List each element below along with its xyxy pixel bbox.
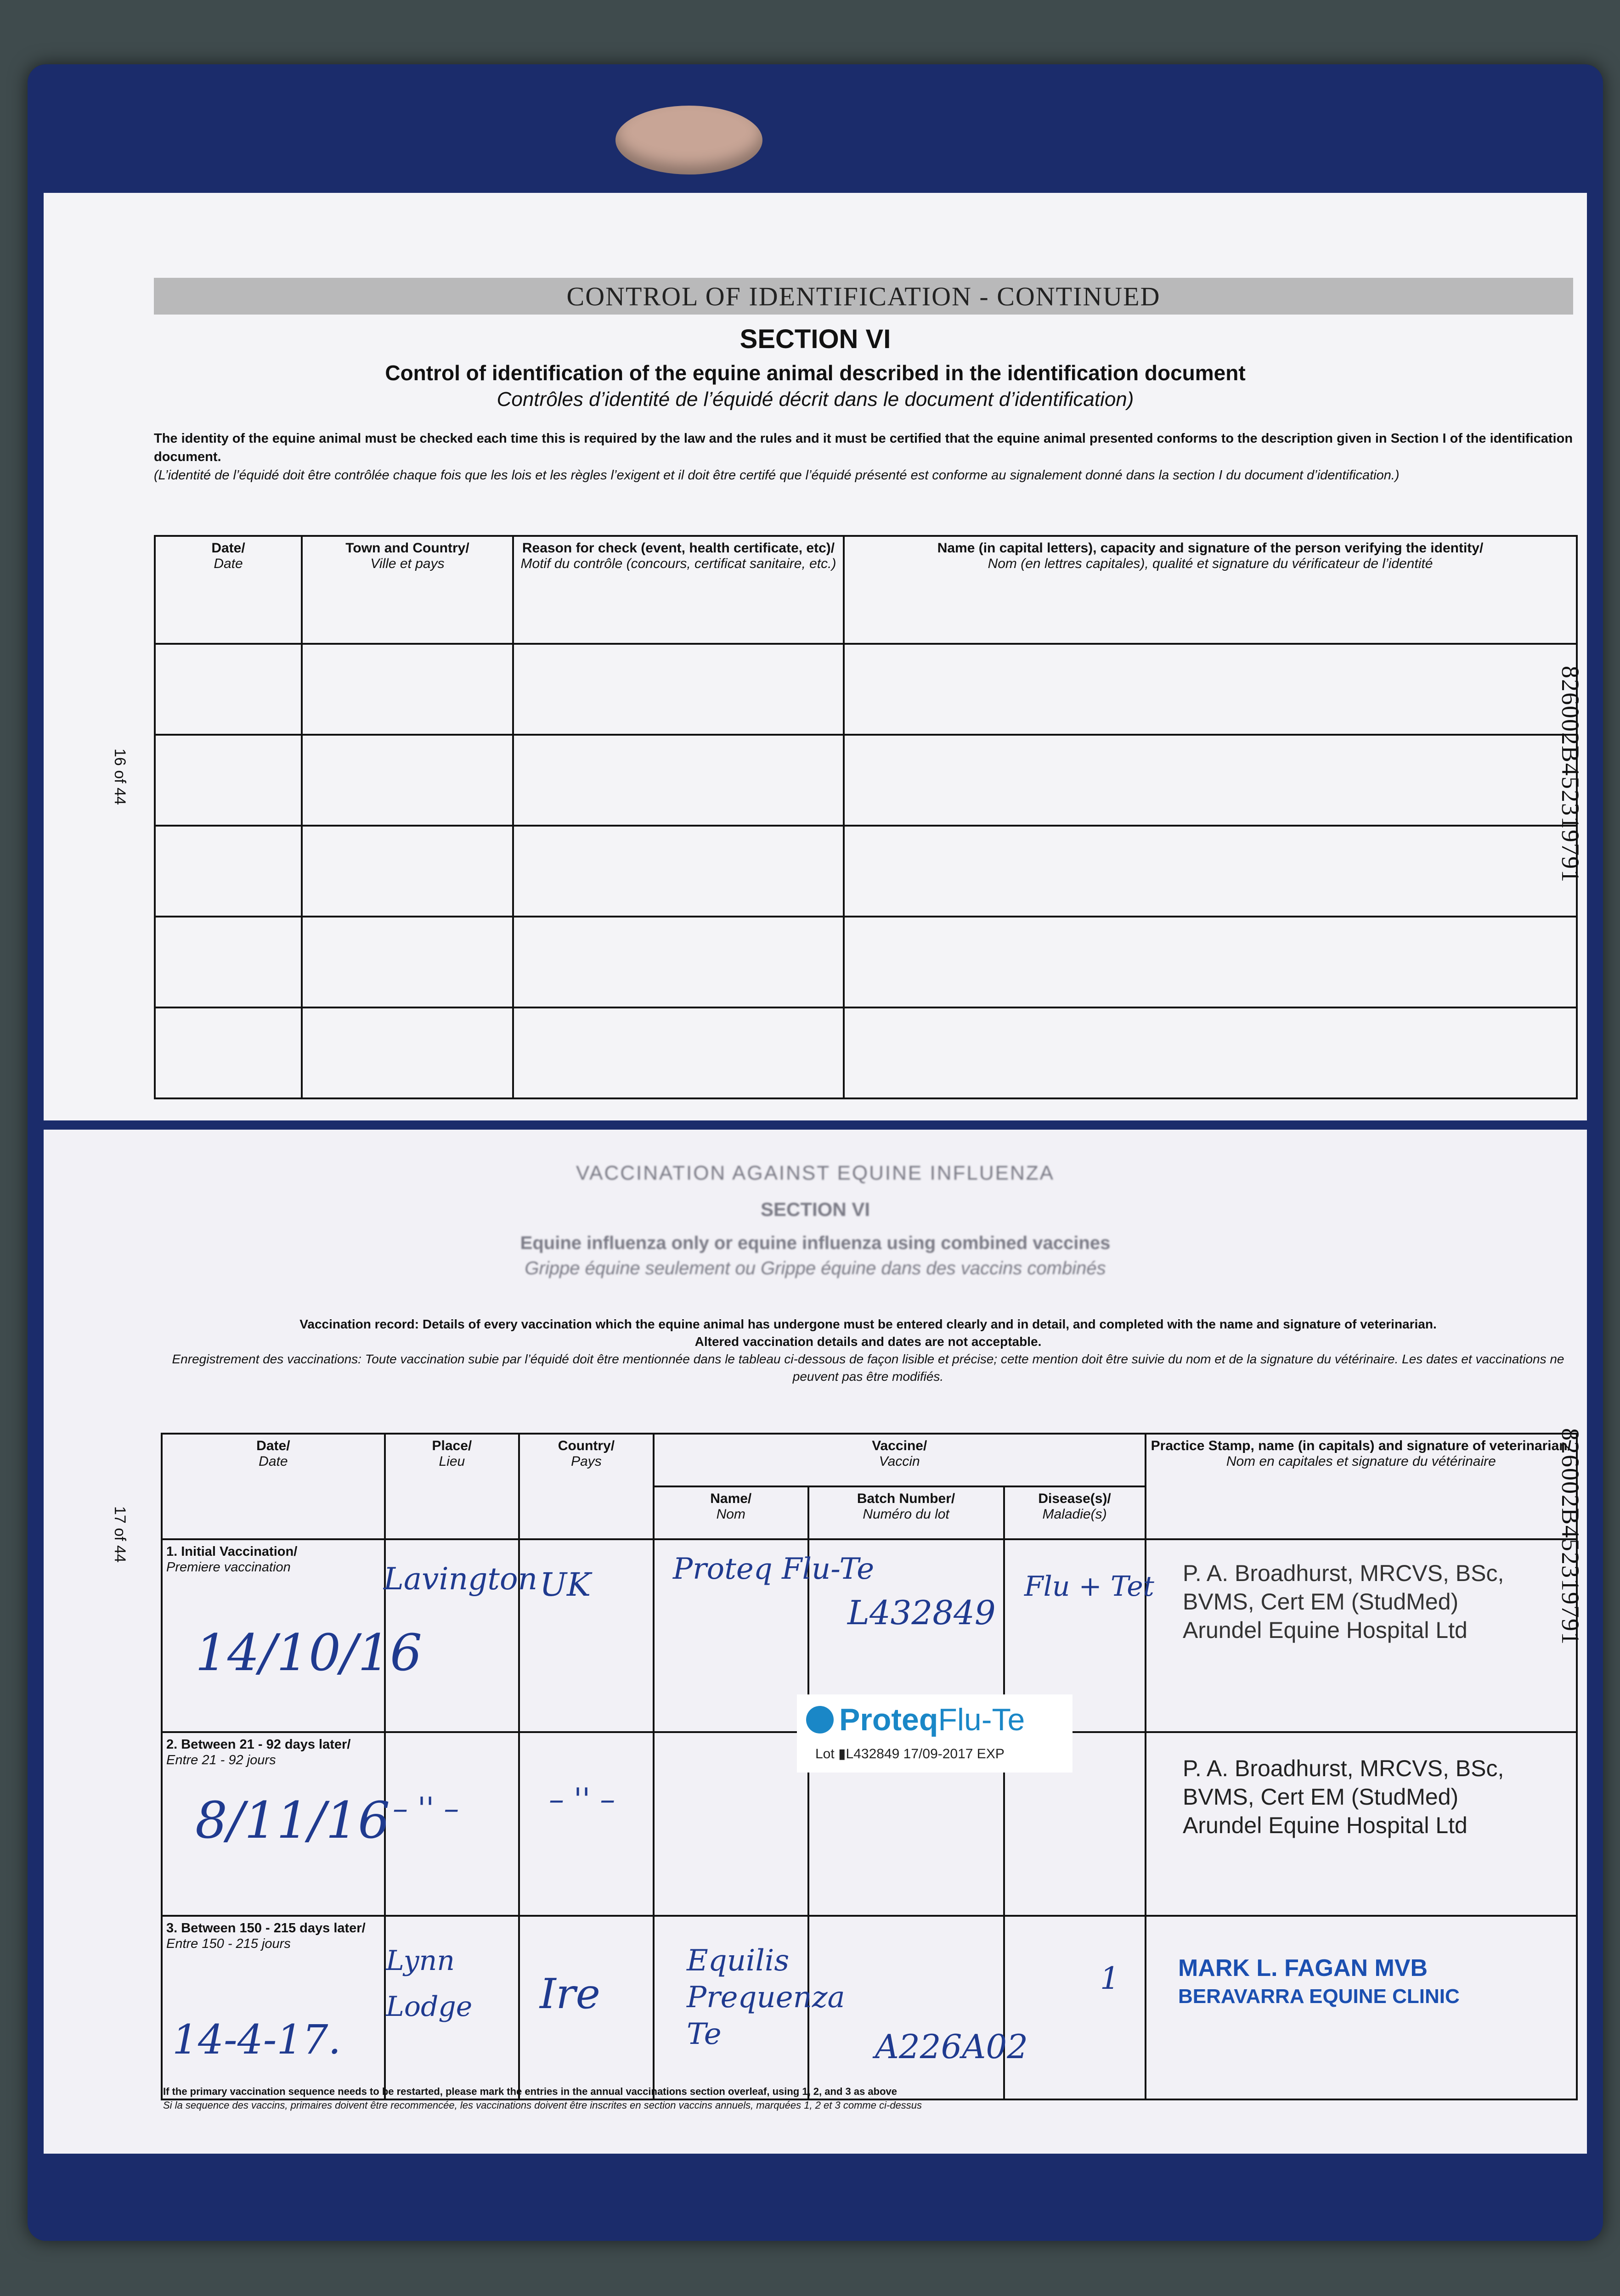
col-date: Date/ Date xyxy=(155,536,302,644)
upper-page xyxy=(44,193,1587,1120)
intro-fr: (L’identité de l’équidé doit être contrôlée chaque fois que les lois et les règles l’exigent et il doit être certifé que l’équidé présenté est conforme au signalement donné dans la section I du document d’identification.) xyxy=(154,468,1400,483)
row3-disease: 1 xyxy=(1100,1961,1119,1996)
page-banner xyxy=(154,278,1573,315)
section-subtitle: Control of identification of the equine animal described in the identification document xyxy=(385,361,1246,385)
col-practice-stamp: Practice Stamp, name (in capitals) and signature of veterinarian/ Nom en capitales et signature du vétérinaire xyxy=(1146,1434,1577,1539)
section-title: SECTION VI xyxy=(739,324,891,354)
row2-vet-stamp: P. A. Broadhurst, MRCVS, BSc, BVMS, Cert EM (StudMed) Arundel Equine Hospital Ltd xyxy=(1183,1756,1504,1838)
row3-place: Lynn Lodge xyxy=(386,1945,473,2023)
intro-text xyxy=(154,429,1578,484)
row-label: 3. Between 150 - 215 days later/ Entre 150 - 215 jours xyxy=(162,1916,385,2099)
footnote xyxy=(163,2085,922,2112)
vaccine-sticker xyxy=(797,1694,1072,1773)
footnote-en: If the primary vaccination sequence needs to be restarted, please mark the entries in the annual vaccinations section overleaf, using 1, 2, and 3 as above xyxy=(163,2086,897,2097)
table-row xyxy=(155,826,1577,917)
identity-check-table xyxy=(154,535,1578,1099)
row2-date: 8/11/16 xyxy=(195,1791,390,1850)
col-date: Date/ Date xyxy=(162,1434,385,1539)
col-vaccine-name: Name/ Nom xyxy=(654,1486,808,1539)
lower-page xyxy=(44,1130,1587,2154)
document-id: 826002B452319791 xyxy=(1557,666,1584,884)
sticker-brand: ProteqFlu-Te xyxy=(806,1699,1063,1740)
row3-date: 14-4-17. xyxy=(172,2016,341,2063)
thumb xyxy=(615,106,762,174)
record-en: Vaccination record: Details of every vaccination which the equine animal has undergone must be entered clearly and in detail, and completed with the name and signature of veterinarian. xyxy=(299,1317,1437,1331)
col-disease: Disease(s)/ Maladie(s) xyxy=(1004,1486,1146,1539)
row1-disease: Flu + Tet xyxy=(1024,1570,1154,1603)
row1-country: UK xyxy=(540,1566,591,1604)
col-vaccine: Vaccine/ Vaccin xyxy=(654,1434,1146,1486)
row1-vet-stamp: P. A. Broadhurst, MRCVS, BSc, BVMS, Cert EM (StudMed) Arundel Equine Hospital Ltd xyxy=(1183,1560,1504,1643)
row3-vet-stamp: MARK L. FAGAN MVB BERAVARRA EQUINE CLINIC xyxy=(1178,1955,1460,2008)
page-number: 17 of 44 xyxy=(111,1506,129,1563)
document-id: 826002B452319791 xyxy=(1557,1428,1584,1646)
section-subtitle-fr: Contrôles d’identité de l’équidé décrit dans le document d’identification) xyxy=(497,388,1134,411)
row1-vaccine: Proteq Flu-Te xyxy=(673,1552,875,1586)
record-fr: Enregistrement des vaccinations: Toute vaccination subie par l’équidé doit être mentionnée dans le tableau ci-dessous de façon lisible et précise; cette mention doit être suivie du nom et de la signature du vétérinaire. Les dates et vaccinations ne peuvent pas être modifiés. xyxy=(172,1352,1564,1384)
row-label: 2. Between 21 - 92 days later/ Entre 21 - 92 jours xyxy=(162,1732,385,1916)
row1-date: 14/10/16 xyxy=(195,1623,423,1682)
faded-subtitle-fr: Grippe équine seulement ou Grippe équine dans des vaccins combinés xyxy=(525,1258,1106,1278)
record-en2: Altered vaccination details and dates are not acceptable. xyxy=(694,1334,1042,1349)
faded-section: SECTION VI xyxy=(760,1199,870,1220)
row3-country: Ire xyxy=(540,1970,600,2018)
intro-en: The identity of the equine animal must be checked each time this is required by the law and the rules and it must be certified that the equine animal presented conforms to the description given in Section I of the identification document. xyxy=(154,431,1573,464)
row2-place: – '' – xyxy=(393,1791,459,1826)
table-row xyxy=(155,1007,1577,1098)
row3-batch: A226A02 xyxy=(875,2027,1028,2066)
banner-text: CONTROL OF IDENTIFICATION - CONTINUED xyxy=(566,281,1161,311)
table-row xyxy=(155,644,1577,735)
col-town: Town and Country/ Ville et pays xyxy=(302,536,513,644)
faded-banner: VACCINATION AGAINST EQUINE INFLUENZA xyxy=(576,1162,1055,1184)
col-place: Place/ Lieu xyxy=(385,1434,519,1539)
vaccination-record-text xyxy=(168,1316,1569,1385)
sticker-lot: Lot ▮L432849 17/09-2017 EXP xyxy=(815,1746,1005,1761)
page-number: 16 of 44 xyxy=(111,748,129,805)
row2-country: – '' – xyxy=(549,1782,615,1817)
row1-batch: L432849 xyxy=(847,1593,996,1632)
row-label: 1. Initial Vaccination/ Premiere vaccination xyxy=(162,1539,385,1732)
row3-vaccine: Equilis Prequenza Te xyxy=(687,1944,845,2051)
faded-subtitle: Equine influenza only or equine influenza using combined vaccines xyxy=(520,1233,1111,1253)
table-row xyxy=(155,735,1577,826)
brand-logo-icon xyxy=(806,1706,834,1733)
col-batch: Batch Number/ Numéro du lot xyxy=(808,1486,1004,1539)
col-verifier: Name (in capital letters), capacity and signature of the person verifying the identity/ Nom (en lettres capitales), qualité et signature du vérificateur de l’identité xyxy=(844,536,1577,644)
col-country: Country/ Pays xyxy=(519,1434,654,1539)
footnote-fr: Si la sequence des vaccins, primaires doivent être recommencée, les vaccinations doivent être inscrites en section vaccins annuels, marquées 1, 2 et 3 comme ci-dessus xyxy=(163,2099,922,2111)
col-reason: Reason for check (event, health certificate, etc)/ Motif du contrôle (concours, certificat sanitaire, etc.) xyxy=(513,536,844,644)
row1-place: Lavington xyxy=(384,1561,538,1597)
table-row xyxy=(155,917,1577,1007)
